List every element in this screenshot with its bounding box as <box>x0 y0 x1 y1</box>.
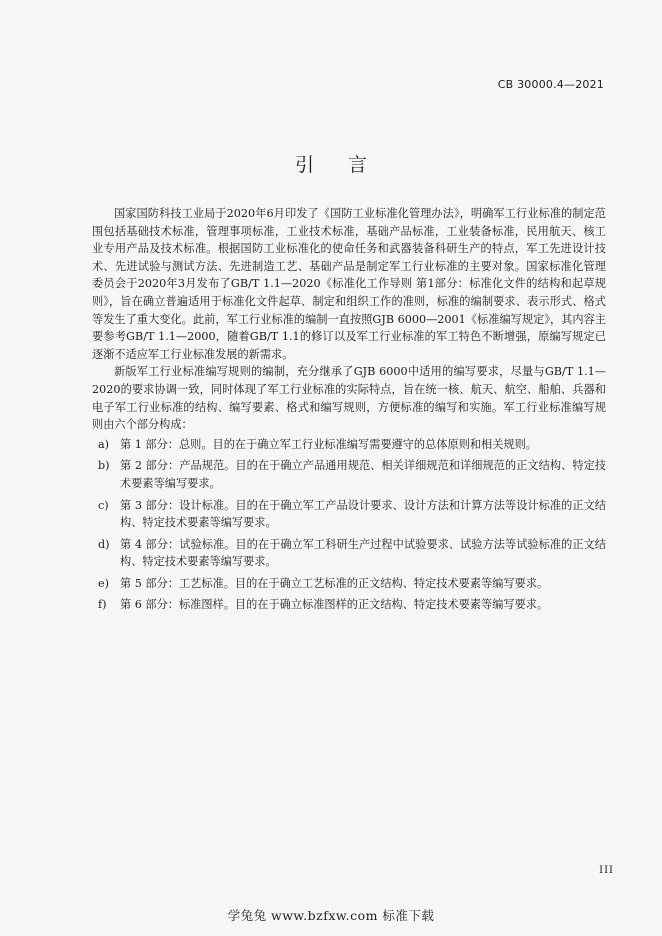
list-item-text: 第 6 部分：标准图样。目的在于确立标准图样的正文结构、特定技术要素等编写要求。 <box>120 598 549 612</box>
list-item-text: 第 1 部分：总则。目的在于确立军工行业标准编写需要遵守的总体原则和相关规则。 <box>120 437 537 451</box>
page-number: III <box>599 865 614 876</box>
list-item <box>92 436 606 454</box>
list-item <box>92 536 606 571</box>
list-item <box>92 575 606 593</box>
list-marker: a) <box>98 437 110 451</box>
footer-watermark: 学兔兔 www.bzfxw.com 标准下载 <box>227 908 435 923</box>
list-item-text: 第 5 部分：工艺标准。目的在于确立工艺标准的正文结构、特定技术要素等编写要求。 <box>120 576 549 590</box>
list-marker: f) <box>98 598 107 612</box>
list-marker: b) <box>98 459 110 473</box>
paragraph: 国家国防科技工业局于2020年6月印发了《国防工业标准化管理办法》，明确军工行业标准的制定范围包括基础技术标准，管理事项标准，工业技术标准，基础产品标准，工业装备标准，民用航天、核工业专用产品及技术标准。根据国防工业标准化的使命任务和武器装备科研生产的特点，军工先进设计技术、先进试验与测试方法、先进制造工艺、基础产品是制定军工行业标准的主要对象。国家标准化管理委员会于2020年3月发布了GB/T 1.1—2020《标准化工作导则 第1部分：标准化文件的结构和起草规则》，旨在确立普遍适用于标准化文件起草、制定和组织工作的准则，标准的编制要求、表示形式、格式等发生了重大变化。此前，军工行业标准的编制一直按照GJB 6000—2001《标准编写规定》，其内容主要参考GB/T 1.1—2000，随着GB/T 1.1的修订以及军工行业标准的军工特色不断增强，原编写规定已逐渐不适应军工行业标准发展的新需求。 <box>92 207 606 361</box>
list-item <box>92 596 606 614</box>
paragraph: 新版军工行业标准编写规则的编制，充分继承了GJB 6000中适用的编写要求，尽量与GB/T 1.1—2020的要求协调一致，同时体现了军工行业标准的实际特点，旨在统一核、航天、航空、船舶、兵器和电子军工行业标准的结构、编写要素、格式和编写规则，方便标准的编写和实施。军工行业标准编写规则由六个部分构成： <box>92 365 606 432</box>
list-item <box>92 457 606 492</box>
list-marker: e) <box>98 576 109 590</box>
page-title: 引言 <box>294 154 401 176</box>
standard-number: CB 30000.4—2021 <box>497 78 604 91</box>
document-body <box>92 205 606 618</box>
list-item <box>92 497 606 532</box>
parts-list <box>92 436 606 614</box>
list-item-text: 第 4 部分：试验标准。目的在于确立军工科研生产过程中试验要求、试验方法等试验标准的正文结构、特定技术要素等编写要求。 <box>120 537 606 569</box>
list-item-text: 第 2 部分：产品规范。目的在于确立产品通用规范、相关详细规范和详细规范的正文结构、特定技术要素等编写要求。 <box>120 459 606 490</box>
list-marker: d) <box>98 537 110 551</box>
list-item-text: 第 3 部分：设计标准。目的在于确立军工产品设计要求、设计方法和计算方法等设计标准的正文结构、特定技术要素等编写要求。 <box>120 498 606 530</box>
list-marker: c) <box>98 498 109 512</box>
